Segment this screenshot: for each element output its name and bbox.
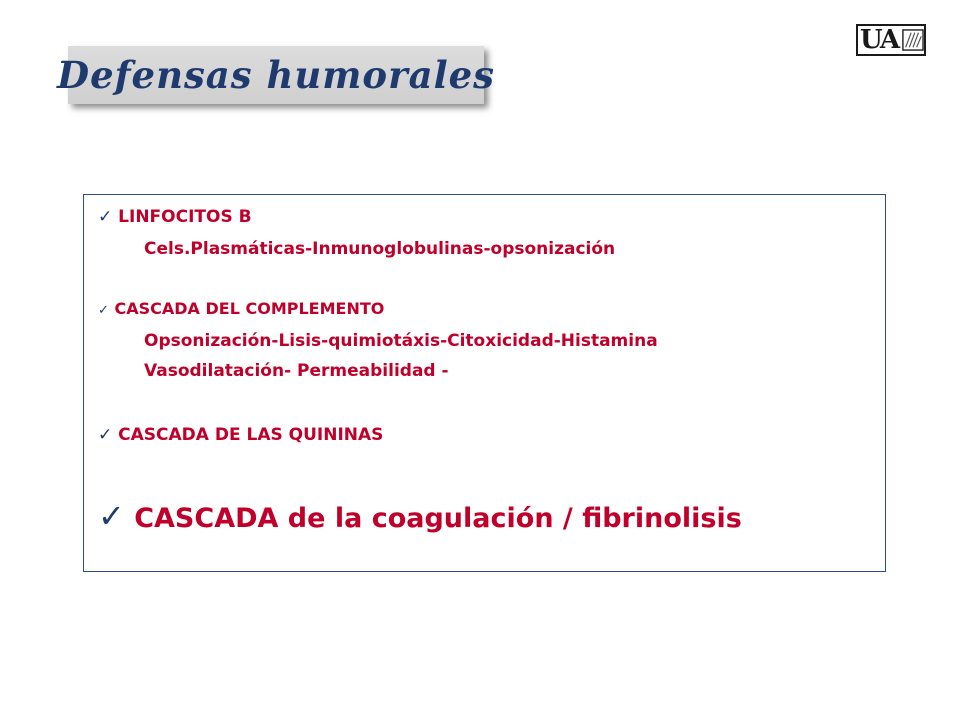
list-item [98,425,383,445]
ua-logo [856,24,926,56]
item-heading: CASCADA DE LAS QUININAS [118,425,384,445]
item-heading: LINFOCITOS B [118,207,252,227]
slide-title: Defensas humorales [56,53,496,97]
logo-emblem-icon [902,28,924,52]
item-heading: CASCADA DEL COMPLEMENTO [114,299,385,318]
item-heading: CASCADA de la coagulación / fibrinolisis [134,503,742,534]
checkmark-icon: ✓ [98,425,113,445]
list-item [98,207,252,227]
logo-text: UA [860,25,899,55]
item-detail: Vasodilatación- Permeabilidad - [144,361,449,381]
checkmark-icon: ✓ [98,497,125,535]
content-box [83,194,886,572]
list-item [98,497,742,535]
title-banner [56,46,496,104]
item-detail: Opsonización-Lisis-quimiotáxis-Citoxicidad-Histamina [144,331,658,351]
checkmark-icon: ✓ [98,303,109,318]
item-detail: Cels.Plasmáticas-Inmunoglobulinas-opsonización [144,239,616,259]
checkmark-icon: ✓ [98,207,113,227]
list-item [98,299,384,318]
